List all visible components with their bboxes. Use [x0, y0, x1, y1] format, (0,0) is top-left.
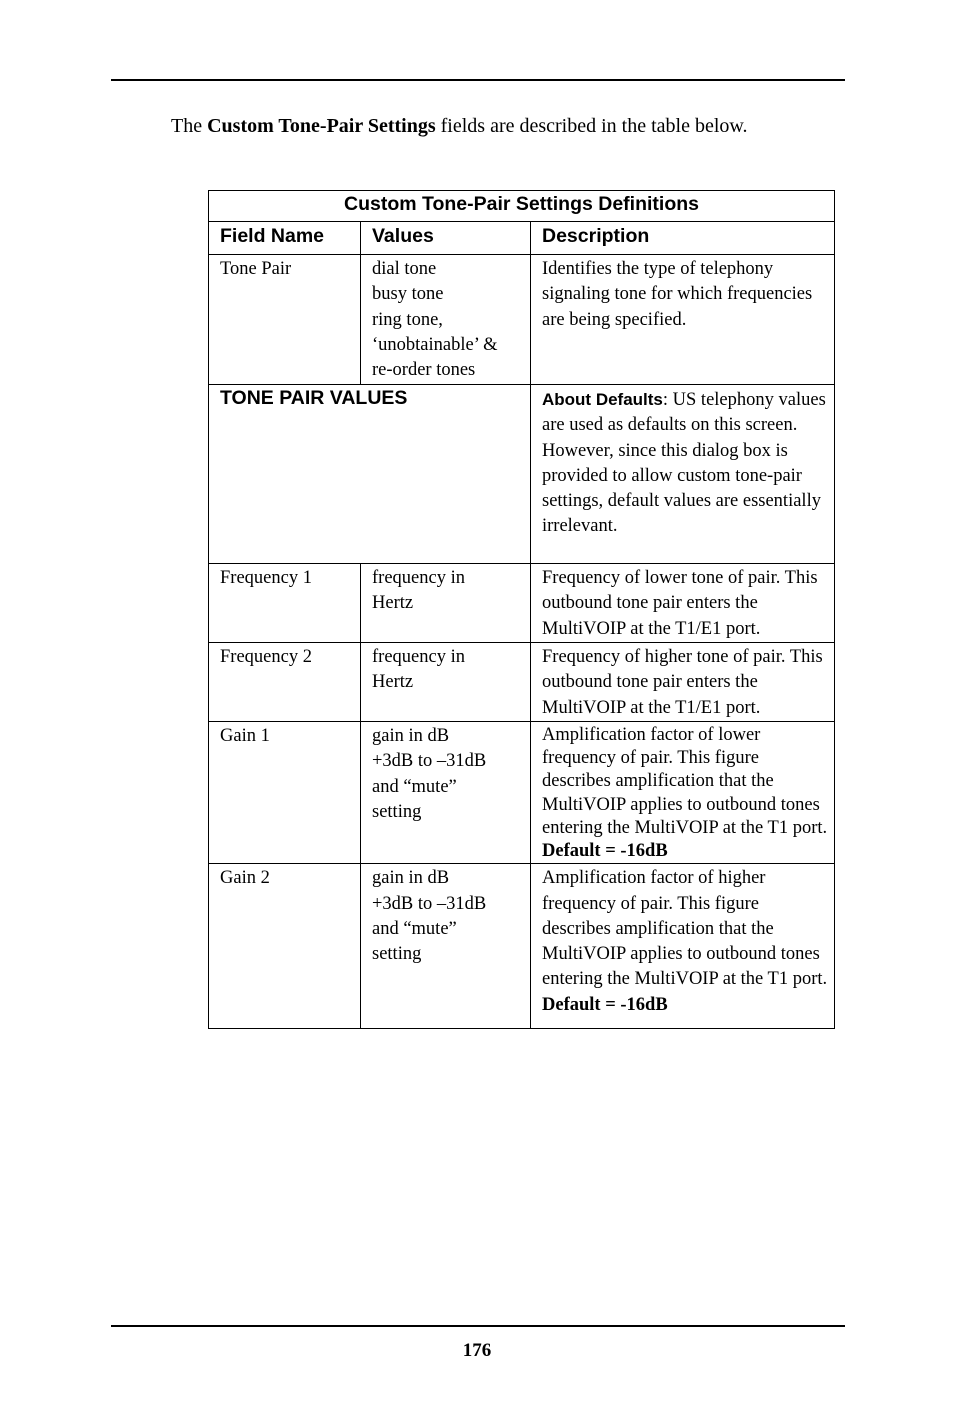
value-line: Hertz [372, 672, 414, 693]
about-defaults-label: About Defaults [542, 390, 663, 409]
table-caption-row [209, 191, 835, 222]
section-label: TONE PAIR VALUES [209, 385, 531, 564]
description-cell [531, 864, 835, 1029]
value-line: gain in dB [372, 726, 450, 746]
description-cell [531, 722, 835, 864]
header-rule [111, 79, 845, 81]
description-text: Amplification factor of lower frequency of pair. This figure describes amplification that the MultiVOIP applies to outbound tones entering the MultiVOIP at the T1 port. [542, 725, 828, 838]
page-number: 176 [462, 1340, 492, 1361]
value-line: gain in dB [372, 868, 450, 889]
values-cell [361, 643, 531, 722]
value-line: and “mute” [372, 776, 457, 797]
about-defaults-cell [531, 385, 835, 564]
value-line: dial tone [372, 259, 437, 279]
description-cell: Frequency of higher tone of pair. This outbound tone pair enters the MultiVOIP at the T1/E1 port. [531, 643, 835, 722]
intro-prefix: The [171, 115, 208, 137]
field-cell: Gain 1 [209, 722, 361, 864]
value-line: re-order tones [372, 360, 476, 381]
values-cell [361, 564, 531, 643]
value-line: frequency in [372, 568, 465, 588]
table-row-frequency-1 [209, 564, 835, 643]
value-line: frequency in [372, 647, 465, 667]
table-row-section [209, 385, 835, 564]
header-field-name: Field Name [209, 222, 361, 255]
value-line: busy tone [372, 284, 444, 305]
value-line: Hertz [372, 593, 414, 614]
value-line: +3dB to –31dB [372, 751, 487, 772]
value-line: setting [372, 944, 422, 965]
table-row-gain-2 [209, 864, 835, 1029]
default-value: Default = -16dB [542, 841, 668, 862]
table-row-gain-1 [209, 722, 835, 864]
field-cell: Frequency 1 [209, 564, 361, 643]
intro-paragraph [171, 113, 851, 139]
definitions-table [208, 190, 835, 1029]
table-header-row [209, 222, 835, 255]
table-row-frequency-2 [209, 643, 835, 722]
value-line: ‘unobtainable’ & [372, 334, 498, 355]
values-cell [361, 722, 531, 864]
field-cell: Tone Pair [209, 255, 361, 385]
header-values: Values [361, 222, 531, 255]
values-cell [361, 864, 531, 1029]
description-cell: Identifies the type of telephony signaling tone for which frequencies are being specified. [531, 255, 835, 385]
values-cell [361, 255, 531, 385]
description-cell: Frequency of lower tone of pair. This outbound tone pair enters the MultiVOIP at the T1/E1 port. [531, 564, 835, 643]
table-caption: Custom Tone-Pair Settings Definitions [209, 191, 835, 222]
value-line: setting [372, 801, 422, 822]
field-cell: Frequency 2 [209, 643, 361, 722]
footer-rule [111, 1325, 845, 1327]
value-line: and “mute” [372, 918, 457, 939]
default-value: Default = -16dB [542, 994, 668, 1015]
table-row-tone-pair [209, 255, 835, 385]
header-description: Description [531, 222, 835, 255]
value-line: +3dB to –31dB [372, 893, 487, 914]
field-cell: Gain 2 [209, 864, 361, 1029]
intro-bold-term: Custom Tone-Pair Settings [207, 115, 436, 137]
description-text: Amplification factor of higher frequency of pair. This figure describes amplification that the MultiVOIP applies to outbound tones entering the MultiVOIP at the T1 port. [542, 868, 828, 990]
intro-suffix: fields are described in the table below. [435, 115, 748, 137]
about-defaults-text: : US telephony values are used as defaults on this screen. However, since this dialog box is provided to allow custom tone-pair settings, default values are essentially irrelevant. [542, 390, 826, 537]
value-line: ring tone, [372, 309, 443, 330]
